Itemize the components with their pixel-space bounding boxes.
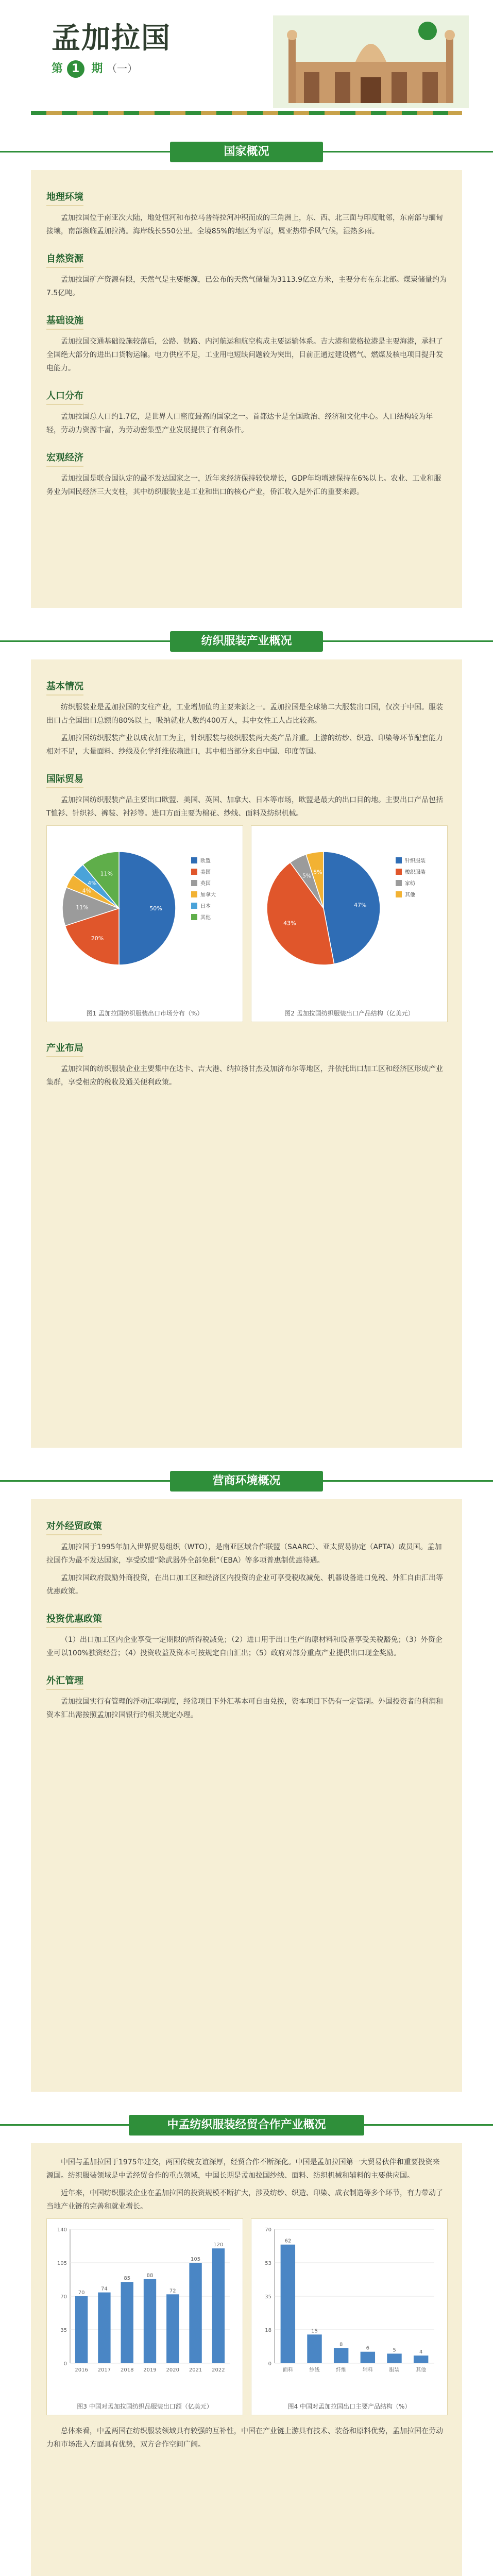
legend-swatch xyxy=(191,857,197,863)
bar xyxy=(281,2245,295,2363)
bar xyxy=(334,2348,348,2363)
section-panel-1 xyxy=(31,170,462,608)
legend-label: 家纺 xyxy=(405,881,415,887)
bar-chart-exports xyxy=(46,2218,243,2415)
bar-value-label: 120 xyxy=(213,2242,224,2248)
x-tick-label: 2016 xyxy=(75,2367,88,2373)
section-banner-3 xyxy=(0,1466,493,1497)
pie-label: 5% xyxy=(313,869,322,876)
x-tick-label: 2022 xyxy=(212,2367,225,2373)
section-title-2: 纺织服装产业概况 xyxy=(170,631,323,652)
legend-swatch xyxy=(396,869,402,875)
x-tick-label: 2020 xyxy=(166,2367,180,2373)
pie-label: 11% xyxy=(100,870,113,877)
issue-prefix: 第 xyxy=(52,62,63,75)
block-text: 孟加拉国矿产资源有限，天然气是主要能源，已公布的天然气储量为3113.9亿立方米，主要分布在东北部。煤炭储量约为7.5亿吨。 xyxy=(46,276,447,297)
bar-charts xyxy=(46,2218,447,2419)
bar xyxy=(387,2353,401,2363)
bar-value-label: 85 xyxy=(124,2276,131,2282)
legend-label: 加拿大 xyxy=(200,892,216,898)
pie-label: 11% xyxy=(76,904,89,911)
production-text: 孟加拉国的纺织服装企业主要集中在达卡、吉大港、纳拉扬甘杰及加济布尔等地区，并依托出口加工区和经济区形成产业集群，享受相应的税收及通关便利政策。 xyxy=(46,1065,443,1087)
bar xyxy=(98,2293,110,2363)
pie-slice xyxy=(324,852,380,964)
legend-swatch xyxy=(396,880,402,886)
block-text: （1）出口加工区内企业享受一定期限的所得税减免；（2）进口用于出口生产的原材料和设备享受关税豁免；（3）外资企业可以100%独资经营；（4）投资收益及资本可按规定自由汇出；（5）政府对部分重点产业提供出口现金奖励。 xyxy=(46,1636,443,1657)
y-tick-label: 0 xyxy=(63,2361,67,2367)
x-tick-label: 面料 xyxy=(282,2367,293,2373)
bar xyxy=(361,2352,375,2363)
legend-label: 针织服装 xyxy=(405,858,426,864)
pie-label: 50% xyxy=(149,905,162,912)
block-text: 孟加拉国纺织服装产业以成衣加工为主，针织服装与梭织服装两大类产品并重。上游的纺纱、织造、印染等环节配套能力相对不足，大量面料、纱线及化学纤维依赖进口，其中相当部分来自中国、印度等国。 xyxy=(46,734,443,756)
pie-slice xyxy=(119,852,176,965)
banner-line-left xyxy=(0,640,170,642)
title-box xyxy=(52,21,206,93)
legend-label: 其他 xyxy=(200,915,211,921)
section-banner-2 xyxy=(0,626,493,657)
block-text: 孟加拉国纺织服装产品主要出口欧盟、美国、英国、加拿大、日本等市场，欧盟是最大的出口目的地。主要出口产品包括T恤衫、针织衫、裤装、衬衫等。进口方面主要为棉花、纱线、面料及纺织机械。 xyxy=(46,796,443,818)
bar-value-label: 88 xyxy=(146,2273,154,2279)
x-tick-label: 服装 xyxy=(389,2367,400,2373)
x-tick-label: 2018 xyxy=(120,2367,134,2373)
legend-swatch xyxy=(396,891,402,897)
bar xyxy=(121,2282,133,2363)
pie-svg-2 xyxy=(251,826,447,1001)
bar-chart-products xyxy=(251,2218,448,2415)
block-heading: 基础设施 xyxy=(46,313,83,330)
banner-line-right xyxy=(323,640,493,642)
section-panel-4 xyxy=(31,2143,462,2576)
pie-svg-1 xyxy=(47,826,243,1001)
bar-value-label: 6 xyxy=(366,2345,370,2351)
legend-label: 其他 xyxy=(405,892,415,898)
block-heading: 外汇管理 xyxy=(46,1673,83,1690)
y-tick-label: 140 xyxy=(57,2227,67,2233)
block-heading: 对外经贸政策 xyxy=(46,1519,102,1535)
block-heading: 投资优惠政策 xyxy=(46,1612,102,1628)
pie-label: 43% xyxy=(283,920,296,927)
mosque-illustration xyxy=(273,15,469,108)
block-heading: 基本情况 xyxy=(46,679,83,696)
bar-value-label: 74 xyxy=(101,2286,108,2292)
legend-label: 欧盟 xyxy=(200,858,211,864)
pie-label: 47% xyxy=(353,902,367,909)
issue-label xyxy=(52,60,206,78)
y-tick-label: 105 xyxy=(57,2261,67,2266)
bar-svg-1 xyxy=(47,2219,243,2394)
y-tick-label: 35 xyxy=(265,2294,271,2300)
production-heading: 产业布局 xyxy=(46,1041,83,1057)
y-tick-label: 70 xyxy=(60,2294,67,2300)
y-tick-label: 35 xyxy=(60,2328,67,2333)
x-tick-label: 2021 xyxy=(189,2367,202,2373)
legend-label: 美国 xyxy=(200,870,211,875)
section-banner-1 xyxy=(0,137,493,167)
block-text: 近年来，中国纺织服装企业在孟加拉国的投资规模不断扩大，涉及纺纱、织造、印染、成衣制造等多个环节，有力带动了当地产业链的完善和就业增长。 xyxy=(46,2189,443,2211)
x-tick-label: 纤维 xyxy=(336,2367,347,2373)
block-text: 中国与孟加拉国于1975年建交，两国传统友谊深厚，经贸合作不断深化。中国是孟加拉国第一大贸易伙伴和重要投资来源国。纺织服装领域是中孟经贸合作的重点领域，中国长期是孟加拉国纱线、面料、纺织机械和辅料的主要供应国。 xyxy=(46,2158,440,2180)
bar-value-label: 70 xyxy=(78,2290,85,2296)
pie-charts xyxy=(46,825,447,1026)
bar xyxy=(189,2263,201,2363)
pie-label: 4% xyxy=(88,880,97,887)
page-title: 孟加拉国 xyxy=(52,22,171,55)
header-divider xyxy=(31,111,462,115)
chart-caption-1: 图1 孟加拉国纺织服装出口市场分布（%） xyxy=(86,1010,203,1017)
chart-caption-3: 图3 中国对孟加拉国纺织品服装出口额（亿美元） xyxy=(77,2403,213,2410)
chart-caption-2: 图2 孟加拉国纺织服装出口产品结构（亿美元） xyxy=(284,1010,414,1017)
section-title-1: 国家概况 xyxy=(170,142,323,162)
legend-label: 梭织服装 xyxy=(405,870,426,875)
bar-value-label: 4 xyxy=(419,2349,423,2355)
section-banner-4 xyxy=(0,2110,493,2141)
pie-label: 20% xyxy=(91,935,104,942)
legend-swatch xyxy=(191,891,197,897)
pie-chart-products xyxy=(251,825,448,1022)
block-heading: 地理环境 xyxy=(46,190,83,206)
x-tick-label: 2017 xyxy=(97,2367,111,2373)
block-text: 孟加拉国交通基础设施较落后，公路、铁路、内河航运和航空构成主要运输体系。吉大港和蒙格拉港是主要海港，承担了全国绝大部分的进出口货物运输。电力供应不足，工业用电短缺问题较为突出，目前正通过建设燃气、燃煤及核电项目提升发电能力。 xyxy=(46,337,443,372)
banner-line-right xyxy=(323,1480,493,1482)
bar-svg-2 xyxy=(251,2219,447,2394)
y-tick-label: 53 xyxy=(265,2261,271,2266)
banner-line-left xyxy=(0,1480,170,1482)
section-title-3: 营商环境概况 xyxy=(170,1471,323,1492)
legend-swatch xyxy=(191,869,197,875)
issue-part: （一） xyxy=(107,62,138,75)
header xyxy=(31,10,462,129)
legend-label: 日本 xyxy=(200,904,211,909)
s4-closing-text: 总体来看，中孟两国在纺织服装领域具有较强的互补性，中国在产业链上游具有技术、装备和原料优势，孟加拉国在劳动力和市场准入方面具有优势，双方合作空间广阔。 xyxy=(46,2427,443,2449)
bar-value-label: 72 xyxy=(169,2288,176,2294)
issue-suffix: 期 xyxy=(91,62,103,75)
block-heading: 自然资源 xyxy=(46,251,83,268)
block-text: 孟加拉国实行有管理的浮动汇率制度，经常项目下外汇基本可自由兑换，资本项目下仍有一定管制。外国投资者的利润和资本汇出需按照孟加拉国银行的相关规定办理。 xyxy=(46,1698,443,1719)
banner-line-right xyxy=(323,151,493,152)
block-text: 孟加拉国政府鼓励外商投资，在出口加工区和经济区内投资的企业可享受税收减免、机器设备进口免税、外汇自由汇出等优惠政策。 xyxy=(46,1574,443,1596)
bar xyxy=(144,2279,156,2363)
block-text: 孟加拉国是联合国认定的最不发达国家之一，近年来经济保持较快增长，GDP年均增速保持在6%以上。农业、工业和服务业为国民经济三大支柱，其中纺织服装业是工业和出口的核心产业，侨汇收入是外汇的重要来源。 xyxy=(46,474,441,496)
bar-value-label: 5 xyxy=(393,2347,396,2353)
banner-line-right xyxy=(364,2124,493,2126)
block-text: 纺织服装业是孟加拉国的支柱产业，工业增加值的主要来源之一。孟加拉国是全球第二大服装出口国，仅次于中国。服装出口占全国出口总额的80%以上，吸纳就业人数约400万人，其中女性工人占比较高。 xyxy=(46,703,443,725)
block-text: 孟加拉国位于南亚次大陆，地处恒河和布拉马普特拉河冲积而成的三角洲上，东、西、北三面与印度毗邻，东南部与缅甸接壤，南部濒临孟加拉湾。海岸线长550公里。全境85%的地区为平原，属亚热带季风气候，湿热多雨。 xyxy=(46,214,443,235)
bar-value-label: 62 xyxy=(284,2238,292,2244)
chart-caption-4: 图4 中国对孟加拉国出口主要产品结构（%） xyxy=(287,2403,411,2410)
bar-value-label: 8 xyxy=(339,2342,343,2348)
block-heading: 宏观经济 xyxy=(46,450,83,467)
y-tick-label: 70 xyxy=(265,2227,271,2233)
issue-badge: 1 xyxy=(67,60,84,78)
legend-label: 英国 xyxy=(200,881,211,887)
bar xyxy=(414,2355,428,2363)
x-tick-label: 辅料 xyxy=(362,2367,373,2373)
x-tick-label: 纱线 xyxy=(309,2367,320,2373)
legend-swatch xyxy=(191,914,197,920)
y-tick-label: 0 xyxy=(268,2361,271,2367)
bar xyxy=(166,2294,179,2363)
block-heading: 人口分布 xyxy=(46,388,83,405)
bar xyxy=(307,2334,321,2363)
section-panel-3 xyxy=(31,1499,462,2092)
y-tick-label: 18 xyxy=(265,2328,271,2333)
legend-swatch xyxy=(191,903,197,909)
block-heading: 国际贸易 xyxy=(46,772,83,788)
pie-label: 5% xyxy=(302,872,312,879)
x-tick-label: 其他 xyxy=(416,2367,427,2373)
legend-swatch xyxy=(191,880,197,886)
block-text: 孟加拉国总人口约1.7亿，是世界人口密度最高的国家之一。首都达卡是全国政治、经济和文化中心。人口结构较为年轻，劳动力资源丰富，为劳动密集型产业发展提供了有利条件。 xyxy=(46,413,433,434)
legend-swatch xyxy=(396,857,402,863)
bar xyxy=(212,2248,225,2363)
bar-value-label: 105 xyxy=(191,2257,201,2262)
banner-line-left xyxy=(0,151,170,152)
pie-label: 4% xyxy=(82,887,92,894)
bar xyxy=(75,2296,88,2363)
section-title-4: 中孟纺织服装经贸合作产业概况 xyxy=(129,2115,364,2136)
pie-chart-markets xyxy=(46,825,243,1022)
section-panel-2 xyxy=(31,659,462,1448)
block-text: 孟加拉国于1995年加入世界贸易组织（WTO），是南亚区域合作联盟（SAARC）、亚太贸易协定（APTA）成员国。孟加拉国作为最不发达国家，享受欧盟“除武器外全部免税”（EBA）等多项普惠制优惠待遇。 xyxy=(46,1543,442,1565)
x-tick-label: 2019 xyxy=(143,2367,157,2373)
bar-value-label: 15 xyxy=(311,2328,318,2334)
banner-line-left xyxy=(0,2124,129,2126)
